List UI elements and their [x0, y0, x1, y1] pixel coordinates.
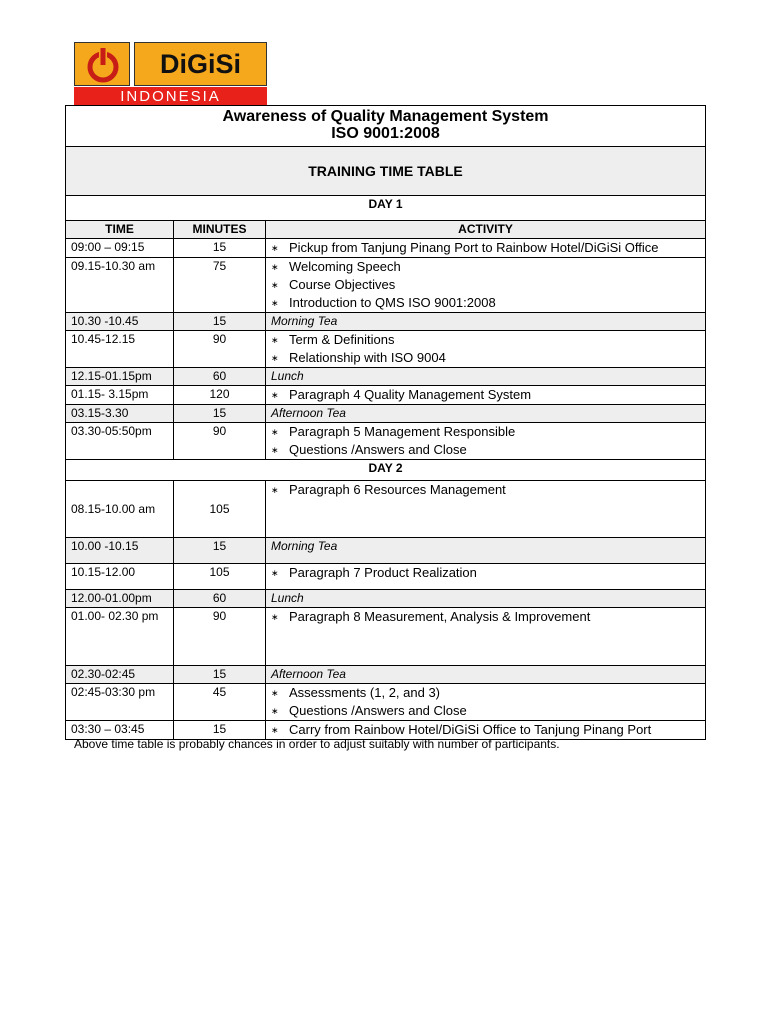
- activity-text: Assessments (1, 2, and 3): [289, 685, 441, 700]
- time-cell: 09:00 – 09:15: [66, 239, 174, 258]
- minutes-cell: 60: [174, 590, 266, 608]
- activity-text: Questions /Answers and Close: [289, 703, 467, 718]
- break-label: Afternoon Tea: [271, 406, 346, 420]
- table-row: [66, 405, 706, 423]
- minutes-cell: 90: [174, 423, 266, 460]
- bullet-icon: ∗: [271, 725, 279, 735]
- activity-item: [271, 608, 700, 626]
- activity-item: [271, 349, 700, 367]
- table-title-row: [66, 147, 706, 196]
- logo-country: INDONESIA: [74, 87, 267, 105]
- break-label: Morning Tea: [271, 314, 338, 328]
- activity-text: Pickup from Tanjung Pinang Port to Rainbow Hotel/DiGiSi Office: [289, 240, 659, 255]
- activity-cell: [266, 258, 706, 313]
- header-time: TIME: [66, 221, 174, 239]
- bullet-icon: ∗: [271, 612, 279, 622]
- activity-text: Paragraph 4 Quality Management System: [289, 387, 532, 402]
- activity-item: [271, 684, 700, 702]
- table-row: [66, 331, 706, 368]
- activity-cell: [266, 666, 706, 684]
- training-timetable: [65, 105, 706, 740]
- activity-list: [271, 239, 700, 257]
- minutes-cell: 105: [174, 564, 266, 590]
- time-cell: 03.15-3.30: [66, 405, 174, 423]
- minutes-cell: 60: [174, 368, 266, 386]
- activity-list: [271, 564, 700, 582]
- activity-cell: [266, 386, 706, 405]
- activity-text: Questions /Answers and Close: [289, 442, 467, 457]
- activity-text: Paragraph 5 Management Responsible: [289, 424, 516, 439]
- document-title: [66, 106, 706, 147]
- minutes-cell: 120: [174, 386, 266, 405]
- header-activity: ACTIVITY: [266, 221, 706, 239]
- minutes-cell: 15: [174, 313, 266, 331]
- table-row: [66, 564, 706, 590]
- activity-list: [271, 423, 700, 459]
- title-line-1: Awareness of Quality Management System: [222, 108, 549, 125]
- time-cell: 12.15-01.15pm: [66, 368, 174, 386]
- logo-top: [74, 42, 267, 86]
- minutes-cell: 90: [174, 608, 266, 666]
- activity-item: [271, 386, 700, 404]
- minutes-cell: 45: [174, 684, 266, 721]
- table-row: [66, 538, 706, 564]
- bullet-icon: ∗: [271, 298, 279, 308]
- time-cell: 01.15- 3.15pm: [66, 386, 174, 405]
- minutes-cell: 15: [174, 721, 266, 740]
- activity-text: Paragraph 6 Resources Management: [289, 482, 506, 497]
- activity-list: [271, 331, 700, 367]
- activity-cell: [266, 684, 706, 721]
- bullet-icon: ∗: [271, 262, 279, 272]
- activity-text: Paragraph 8 Measurement, Analysis & Improvement: [289, 609, 591, 624]
- activity-cell: [266, 590, 706, 608]
- activity-cell: [266, 405, 706, 423]
- minutes-cell: 15: [174, 666, 266, 684]
- activity-item: [271, 702, 700, 720]
- activity-list: [271, 481, 700, 499]
- header-row: [66, 221, 706, 239]
- time-cell: 01.00- 02.30 pm: [66, 608, 174, 666]
- table-row: [66, 481, 706, 538]
- activity-cell: [266, 564, 706, 590]
- activity-item: [271, 331, 700, 349]
- table-row: [66, 258, 706, 313]
- activity-text: Term & Definitions: [289, 332, 395, 347]
- time-cell: 08.15-10.00 am: [66, 481, 174, 538]
- activity-item: [271, 564, 700, 582]
- header-minutes: MINUTES: [174, 221, 266, 239]
- minutes-cell: 15: [174, 405, 266, 423]
- time-cell: 03.30-05:50pm: [66, 423, 174, 460]
- bullet-icon: ∗: [271, 335, 279, 345]
- activity-text: Carry from Rainbow Hotel/DiGiSi Office to Tanjung Pinang Port: [289, 722, 652, 737]
- table-row: [66, 666, 706, 684]
- activity-item: [271, 239, 700, 257]
- title-line-2: ISO 9001:2008: [331, 125, 440, 142]
- bullet-icon: ∗: [271, 353, 279, 363]
- activity-cell: [266, 423, 706, 460]
- activity-cell: [266, 538, 706, 564]
- activity-list: [271, 608, 700, 626]
- day1-row: [66, 196, 706, 221]
- table-row: [66, 386, 706, 405]
- table-row: [66, 608, 706, 666]
- bullet-icon: ∗: [271, 568, 279, 578]
- break-label: Afternoon Tea: [271, 667, 346, 681]
- activity-list: [271, 386, 700, 404]
- activity-item: [271, 294, 700, 312]
- bullet-icon: ∗: [271, 688, 279, 698]
- activity-item: [271, 276, 700, 294]
- activity-cell: [266, 331, 706, 368]
- time-cell: 10.45-12.15: [66, 331, 174, 368]
- activity-text: Course Objectives: [289, 277, 396, 292]
- activity-text: Relationship with ISO 9004: [289, 350, 446, 365]
- activity-text: Welcoming Speech: [289, 259, 401, 274]
- activity-cell: [266, 313, 706, 331]
- day1-label: DAY 1: [66, 196, 706, 221]
- title-row: [66, 106, 706, 147]
- minutes-cell: 75: [174, 258, 266, 313]
- activity-item: [271, 258, 700, 276]
- minutes-cell: 15: [174, 538, 266, 564]
- activity-text: Paragraph 7 Product Realization: [289, 565, 477, 580]
- day2-row: [66, 460, 706, 481]
- break-label: Lunch: [271, 591, 304, 605]
- table-row: [66, 423, 706, 460]
- break-label: Lunch: [271, 369, 304, 383]
- activity-item: [271, 441, 700, 459]
- time-cell: 10.30 -10.45: [66, 313, 174, 331]
- time-cell: 12.00-01.00pm: [66, 590, 174, 608]
- activity-cell: [266, 481, 706, 538]
- bullet-icon: ∗: [271, 243, 279, 253]
- time-cell: 02:45-03:30 pm: [66, 684, 174, 721]
- activity-list: [271, 684, 700, 720]
- footnote: Above time table is probably chances in order to adjust suitably with number of participants.: [74, 737, 560, 751]
- activity-text: Introduction to QMS ISO 9001:2008: [289, 295, 496, 310]
- time-cell: 10.15-12.00: [66, 564, 174, 590]
- minutes-cell: 105: [174, 481, 266, 538]
- activity-list: [271, 258, 700, 312]
- time-cell: 03:30 – 03:45: [66, 721, 174, 740]
- power-symbol-icon: [74, 42, 130, 86]
- minutes-cell: 15: [174, 239, 266, 258]
- table-row: [66, 368, 706, 386]
- activity-item: [271, 481, 700, 499]
- logo-brand-name: DiGiSi: [134, 42, 267, 86]
- table-row: [66, 684, 706, 721]
- table-row: [66, 313, 706, 331]
- time-cell: 02.30-02:45: [66, 666, 174, 684]
- minutes-cell: 90: [174, 331, 266, 368]
- bullet-icon: ∗: [271, 427, 279, 437]
- company-logo: [74, 42, 267, 105]
- activity-cell: [266, 608, 706, 666]
- table-row: [66, 239, 706, 258]
- day2-label: DAY 2: [66, 460, 706, 481]
- table-title: TRAINING TIME TABLE: [66, 147, 706, 196]
- bullet-icon: ∗: [271, 485, 279, 495]
- table-row: [66, 590, 706, 608]
- time-cell: 09.15-10.30 am: [66, 258, 174, 313]
- activity-cell: [266, 239, 706, 258]
- break-label: Morning Tea: [271, 539, 338, 553]
- bullet-icon: ∗: [271, 280, 279, 290]
- bullet-icon: ∗: [271, 390, 279, 400]
- activity-item: [271, 423, 700, 441]
- time-cell: 10.00 -10.15: [66, 538, 174, 564]
- bullet-icon: ∗: [271, 706, 279, 716]
- activity-cell: [266, 368, 706, 386]
- bullet-icon: ∗: [271, 445, 279, 455]
